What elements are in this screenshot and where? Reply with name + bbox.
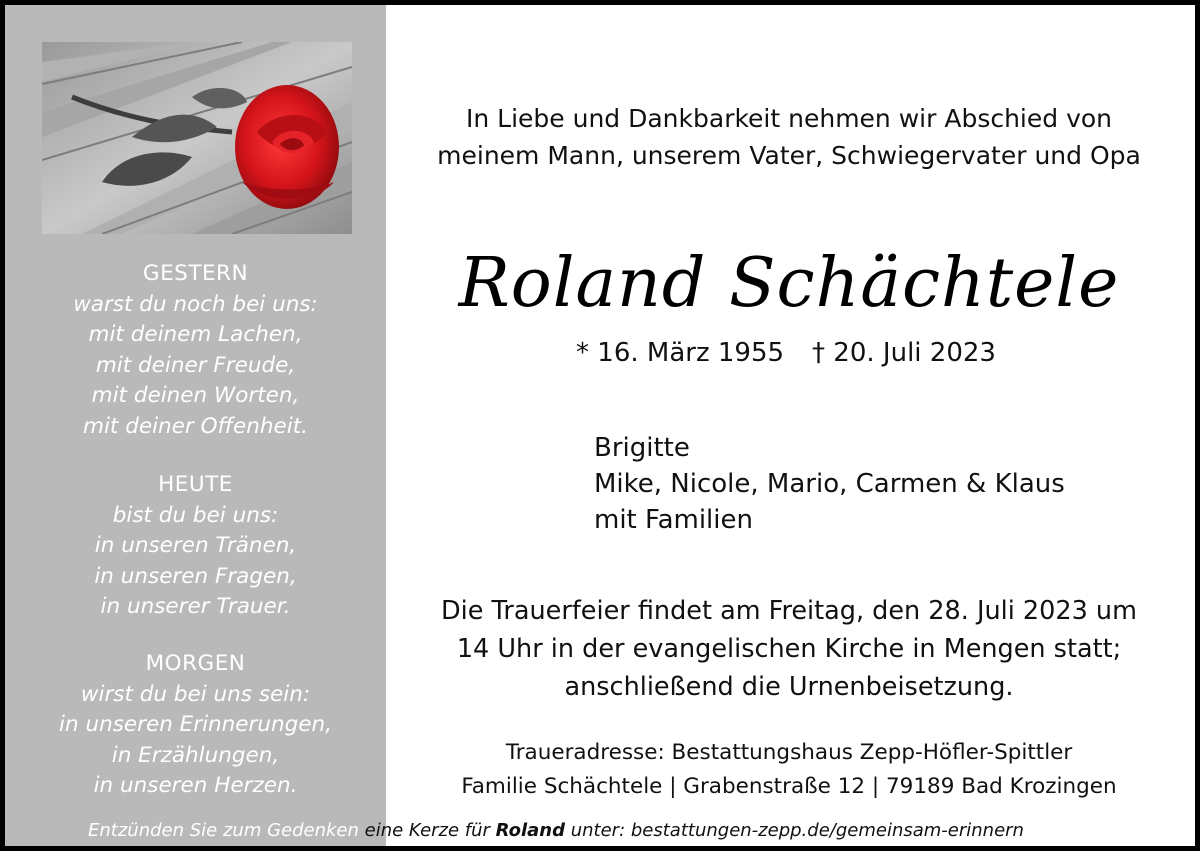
poem-heading-heute: HEUTE xyxy=(158,472,233,497)
death-date: † 20. Juli 2023 xyxy=(812,338,996,368)
ceremony-line: anschließend die Urnenbeisetzung. xyxy=(564,672,1014,702)
intro-text xyxy=(386,100,1192,174)
footer-part-1: Entzünden Sie zum Gedenken xyxy=(88,820,359,841)
mourner-line: Mike, Nicole, Mario, Carmen & Klaus xyxy=(594,469,1065,499)
poem-line: mit deiner Offenheit. xyxy=(83,413,308,439)
deceased-name: Roland Schächtele xyxy=(458,244,1120,323)
footer-name: Roland xyxy=(495,820,566,841)
memorial-footer xyxy=(88,818,1024,844)
ceremony-info xyxy=(386,592,1192,706)
poem-line: mit deinen Worten, xyxy=(91,383,300,408)
rose-image xyxy=(42,42,352,234)
footer-part-2: eine Kerze für xyxy=(358,820,496,841)
mourner-line: mit Familien xyxy=(594,505,753,535)
mourner-line: Brigitte xyxy=(594,433,690,463)
poem-heading-morgen: MORGEN xyxy=(145,651,246,676)
poem-line: in unseren Fragen, xyxy=(94,563,297,589)
mourners xyxy=(594,430,1065,538)
poem-line: mit deinem Lachen, xyxy=(88,322,303,347)
ceremony-line: 14 Uhr in der evangelischen Kirche in Mengen statt; xyxy=(456,634,1122,664)
poem-line: mit deiner Freude, xyxy=(95,352,296,378)
mourning-address xyxy=(386,736,1192,804)
poem-stanza-2 xyxy=(5,470,386,623)
poem-line: in Erzählungen, xyxy=(111,742,280,768)
poem-line: in unseren Erinnerungen, xyxy=(59,712,332,737)
life-dates xyxy=(386,336,1186,370)
poem xyxy=(5,259,386,442)
intro-line: In Liebe und Dankbarkeit nehmen wir Abschied von xyxy=(465,104,1113,133)
poem-line: wirst du bei uns sein: xyxy=(80,681,311,707)
address-line: Traueradresse: Bestattungshaus Zepp-Höfler-Spittler xyxy=(505,740,1073,765)
poem-line: in unseren Herzen. xyxy=(93,773,298,798)
birth-date: * 16. März 1955 xyxy=(576,338,785,368)
poem-line: in unserer Trauer. xyxy=(100,594,291,619)
intro-line: meinem Mann, unserem Vater, Schwiegervater und Opa xyxy=(437,141,1141,170)
poem-heading-gestern: GESTERN xyxy=(142,261,249,286)
poem-stanza-3 xyxy=(5,649,386,802)
ceremony-line: Die Trauerfeier findet am Freitag, den 28. Juli 2023 um xyxy=(441,596,1137,626)
address-line: Familie Schächtele | Grabenstraße 12 | 79189 Bad Krozingen xyxy=(461,774,1117,799)
footer-link-text[interactable]: unter: bestattungen-zepp.de/gemeinsam-erinnern xyxy=(565,820,1024,841)
poem-line: in unseren Tränen, xyxy=(94,533,297,558)
poem-line: bist du bei uns: xyxy=(112,502,279,528)
poem-line: warst du noch bei uns: xyxy=(73,291,318,317)
